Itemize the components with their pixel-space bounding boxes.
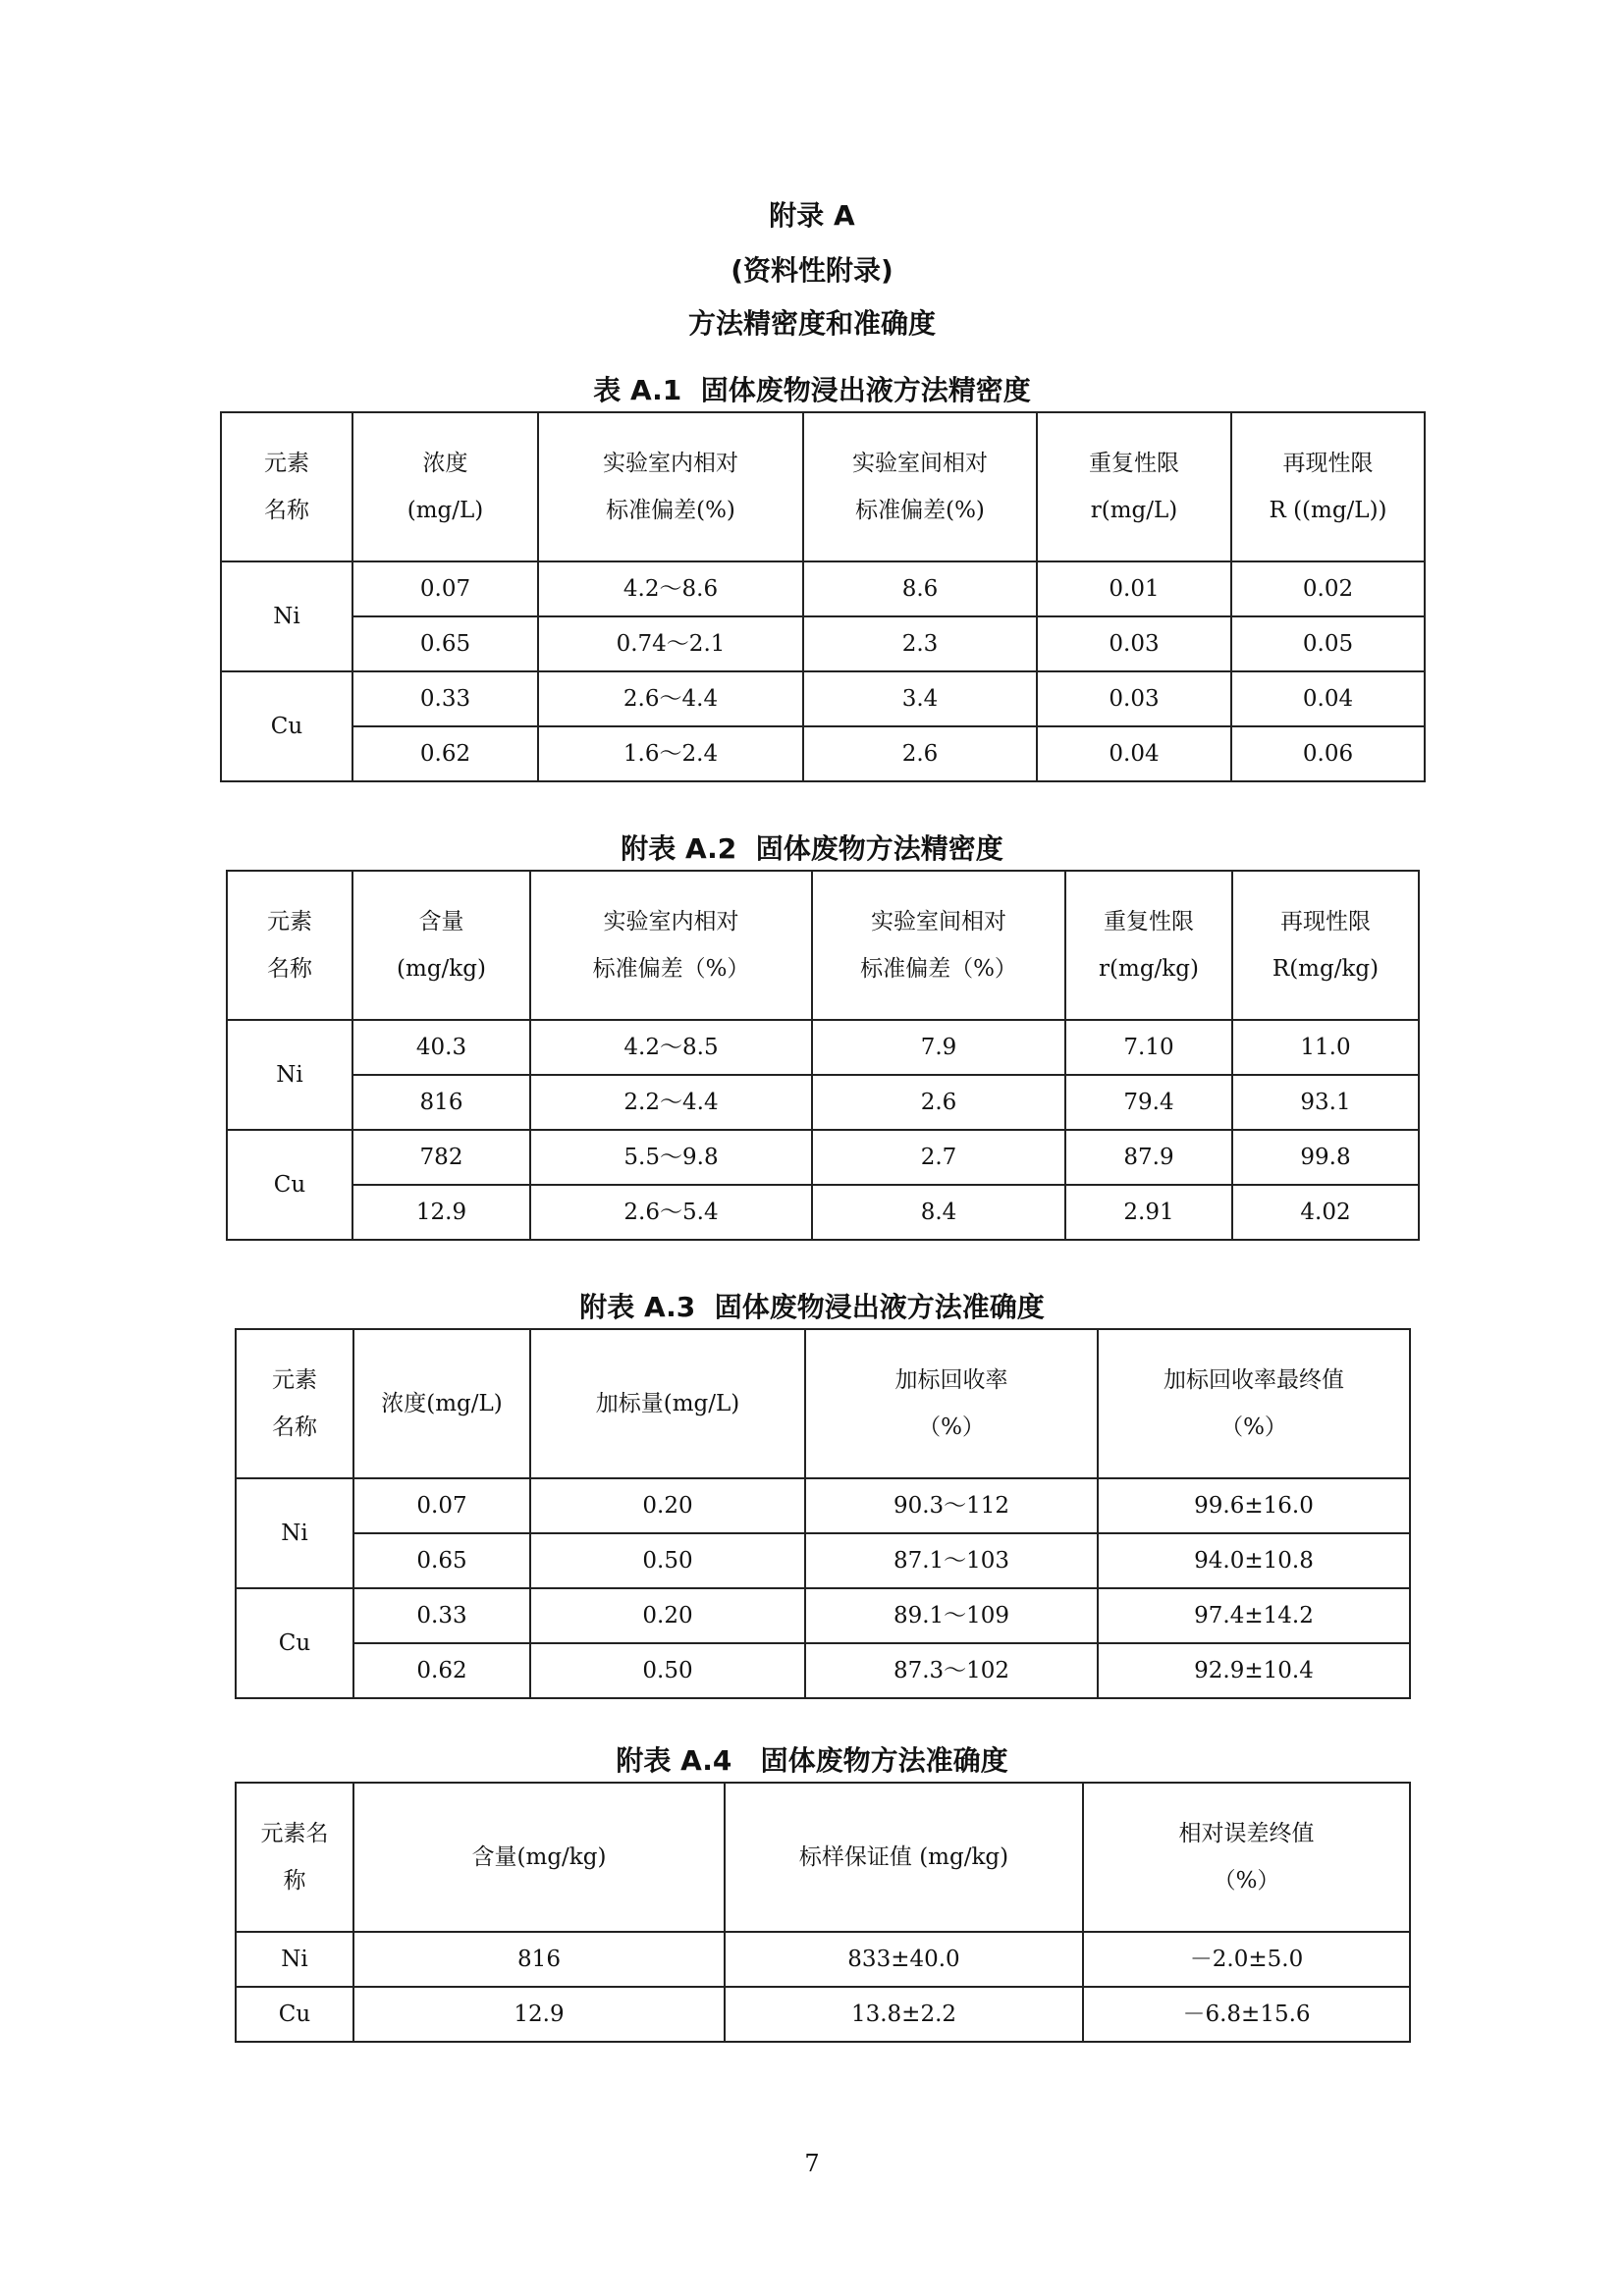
table-cell: 4.02 bbox=[1232, 1185, 1419, 1240]
table-cell: 97.4±14.2 bbox=[1098, 1588, 1410, 1643]
table-cell: 0.20 bbox=[530, 1588, 805, 1643]
page-number: 7 bbox=[804, 2150, 820, 2177]
header-cell: 重复性限 r(mg/L) bbox=[1037, 412, 1231, 561]
header-cell: 含量 (mg/kg) bbox=[352, 871, 530, 1020]
element-cell: Cu bbox=[227, 1130, 352, 1240]
table-cell: 7.10 bbox=[1065, 1020, 1232, 1075]
table-cell: 11.0 bbox=[1232, 1020, 1419, 1075]
table-cell: 0.20 bbox=[530, 1478, 805, 1533]
table-caption-a4: 附表 A.4 固体废物方法准确度 bbox=[616, 1744, 1008, 1777]
table-row bbox=[236, 1643, 1410, 1698]
table-cell: 4.2～8.5 bbox=[530, 1020, 812, 1075]
table-row bbox=[227, 1130, 1419, 1185]
table-cell: 0.01 bbox=[1037, 561, 1231, 616]
table-row bbox=[221, 616, 1425, 671]
header-cell: 含量(mg/kg) bbox=[353, 1783, 725, 1932]
element-cell: Cu bbox=[221, 671, 352, 781]
table-row bbox=[221, 671, 1425, 726]
table-cell: 99.6±16.0 bbox=[1098, 1478, 1410, 1533]
table-cell: 94.0±10.8 bbox=[1098, 1533, 1410, 1588]
table-cell: 0.03 bbox=[1037, 616, 1231, 671]
table-cell: 0.04 bbox=[1037, 726, 1231, 781]
table-a4 bbox=[235, 1782, 1411, 2043]
table-header-row bbox=[236, 1783, 1410, 1932]
table-cell: 2.6～4.4 bbox=[538, 671, 803, 726]
table-cell: －6.8±15.6 bbox=[1083, 1987, 1410, 2042]
table-cell: 89.1～109 bbox=[805, 1588, 1098, 1643]
header-cell: 标样保证值 (mg/kg) bbox=[725, 1783, 1083, 1932]
table-caption-a2: 附表 A.2 固体废物方法精密度 bbox=[621, 832, 1003, 865]
appendix-title: 附录 A bbox=[769, 199, 855, 232]
table-cell: 0.07 bbox=[353, 1478, 530, 1533]
table-header-row bbox=[236, 1329, 1410, 1478]
table-cell: 2.2～4.4 bbox=[530, 1075, 812, 1130]
table-cell: 0.33 bbox=[352, 671, 538, 726]
element-cell: Ni bbox=[236, 1478, 353, 1588]
table-header-row bbox=[227, 871, 1419, 1020]
header-cell: 加标量(mg/L) bbox=[530, 1329, 805, 1478]
table-a1 bbox=[220, 411, 1426, 782]
table-cell: 816 bbox=[353, 1932, 725, 1987]
table-cell: 782 bbox=[352, 1130, 530, 1185]
table-cell: 833±40.0 bbox=[725, 1932, 1083, 1987]
table-cell: 12.9 bbox=[353, 1987, 725, 2042]
table-cell: －2.0±5.0 bbox=[1083, 1932, 1410, 1987]
element-cell: Cu bbox=[236, 1588, 353, 1698]
table-cell: 2.3 bbox=[803, 616, 1037, 671]
table-caption-a1: 表 A.1 固体废物浸出液方法精密度 bbox=[593, 374, 1031, 406]
table-cell: 0.62 bbox=[352, 726, 538, 781]
table-cell: 87.1～103 bbox=[805, 1533, 1098, 1588]
table-cell: 0.62 bbox=[353, 1643, 530, 1698]
section-title: 方法精密度和准确度 bbox=[687, 307, 936, 340]
table-cell: 816 bbox=[352, 1075, 530, 1130]
table-a2 bbox=[226, 870, 1420, 1241]
table-cell: 0.50 bbox=[530, 1533, 805, 1588]
table-cell: 93.1 bbox=[1232, 1075, 1419, 1130]
table-cell: 87.9 bbox=[1065, 1130, 1232, 1185]
table-cell: 5.5～9.8 bbox=[530, 1130, 812, 1185]
header-cell: 实验室内相对 标准偏差(%) bbox=[538, 412, 803, 561]
table-cell: 1.6～2.4 bbox=[538, 726, 803, 781]
table-cell: 2.6 bbox=[812, 1075, 1065, 1130]
element-cell: Ni bbox=[221, 561, 352, 671]
table-cell: 2.6～5.4 bbox=[530, 1185, 812, 1240]
table-cell: 0.06 bbox=[1231, 726, 1425, 781]
element-cell: Ni bbox=[227, 1020, 352, 1130]
table-cell: 0.65 bbox=[353, 1533, 530, 1588]
element-cell: Ni bbox=[236, 1932, 353, 1987]
table-caption-a3: 附表 A.3 固体废物浸出液方法准确度 bbox=[579, 1291, 1045, 1323]
table-cell: 79.4 bbox=[1065, 1075, 1232, 1130]
header-cell: 元素 名称 bbox=[227, 871, 352, 1020]
table-cell: 0.03 bbox=[1037, 671, 1231, 726]
table-cell: 0.74～2.1 bbox=[538, 616, 803, 671]
element-cell: Cu bbox=[236, 1987, 353, 2042]
table-row bbox=[227, 1020, 1419, 1075]
table-cell: 4.2～8.6 bbox=[538, 561, 803, 616]
table-cell: 87.3～102 bbox=[805, 1643, 1098, 1698]
header-cell: 重复性限 r(mg/kg) bbox=[1065, 871, 1232, 1020]
table-cell: 0.07 bbox=[352, 561, 538, 616]
table-cell: 0.65 bbox=[352, 616, 538, 671]
table-cell: 2.6 bbox=[803, 726, 1037, 781]
table-row bbox=[227, 1075, 1419, 1130]
header-cell: 元素名 称 bbox=[236, 1783, 353, 1932]
table-cell: 2.91 bbox=[1065, 1185, 1232, 1240]
table-cell: 13.8±2.2 bbox=[725, 1987, 1083, 2042]
table-cell: 7.9 bbox=[812, 1020, 1065, 1075]
table-row bbox=[236, 1533, 1410, 1588]
header-cell: 再现性限 R(mg/kg) bbox=[1232, 871, 1419, 1020]
table-cell: 2.7 bbox=[812, 1130, 1065, 1185]
table-cell: 40.3 bbox=[352, 1020, 530, 1075]
table-cell: 0.50 bbox=[530, 1643, 805, 1698]
table-cell: 0.33 bbox=[353, 1588, 530, 1643]
table-cell: 3.4 bbox=[803, 671, 1037, 726]
header-cell: 再现性限 R ((mg/L)) bbox=[1231, 412, 1425, 561]
table-a3 bbox=[235, 1328, 1411, 1699]
appendix-subtitle: (资料性附录) bbox=[731, 254, 893, 287]
header-cell: 浓度(mg/L) bbox=[353, 1329, 530, 1478]
table-row bbox=[236, 1478, 1410, 1533]
table-row bbox=[236, 1932, 1410, 1987]
table-cell: 90.3～112 bbox=[805, 1478, 1098, 1533]
table-cell: 0.02 bbox=[1231, 561, 1425, 616]
table-row bbox=[221, 726, 1425, 781]
table-row bbox=[236, 1987, 1410, 2042]
header-cell: 加标回收率 （%） bbox=[805, 1329, 1098, 1478]
header-cell: 元素 名称 bbox=[221, 412, 352, 561]
table-header-row bbox=[221, 412, 1425, 561]
table-cell: 99.8 bbox=[1232, 1130, 1419, 1185]
header-cell: 浓度 (mg/L) bbox=[352, 412, 538, 561]
table-cell: 0.05 bbox=[1231, 616, 1425, 671]
table-row bbox=[221, 561, 1425, 616]
header-cell: 元素 名称 bbox=[236, 1329, 353, 1478]
header-cell: 相对误差终值 （%） bbox=[1083, 1783, 1410, 1932]
table-row bbox=[236, 1588, 1410, 1643]
table-cell: 92.9±10.4 bbox=[1098, 1643, 1410, 1698]
table-cell: 8.6 bbox=[803, 561, 1037, 616]
header-cell: 加标回收率最终值 （%） bbox=[1098, 1329, 1410, 1478]
table-cell: 0.04 bbox=[1231, 671, 1425, 726]
table-cell: 12.9 bbox=[352, 1185, 530, 1240]
header-cell: 实验室内相对 标准偏差（%） bbox=[530, 871, 812, 1020]
table-row bbox=[227, 1185, 1419, 1240]
table-cell: 8.4 bbox=[812, 1185, 1065, 1240]
header-cell: 实验室间相对 标准偏差（%） bbox=[812, 871, 1065, 1020]
header-cell: 实验室间相对 标准偏差(%) bbox=[803, 412, 1037, 561]
